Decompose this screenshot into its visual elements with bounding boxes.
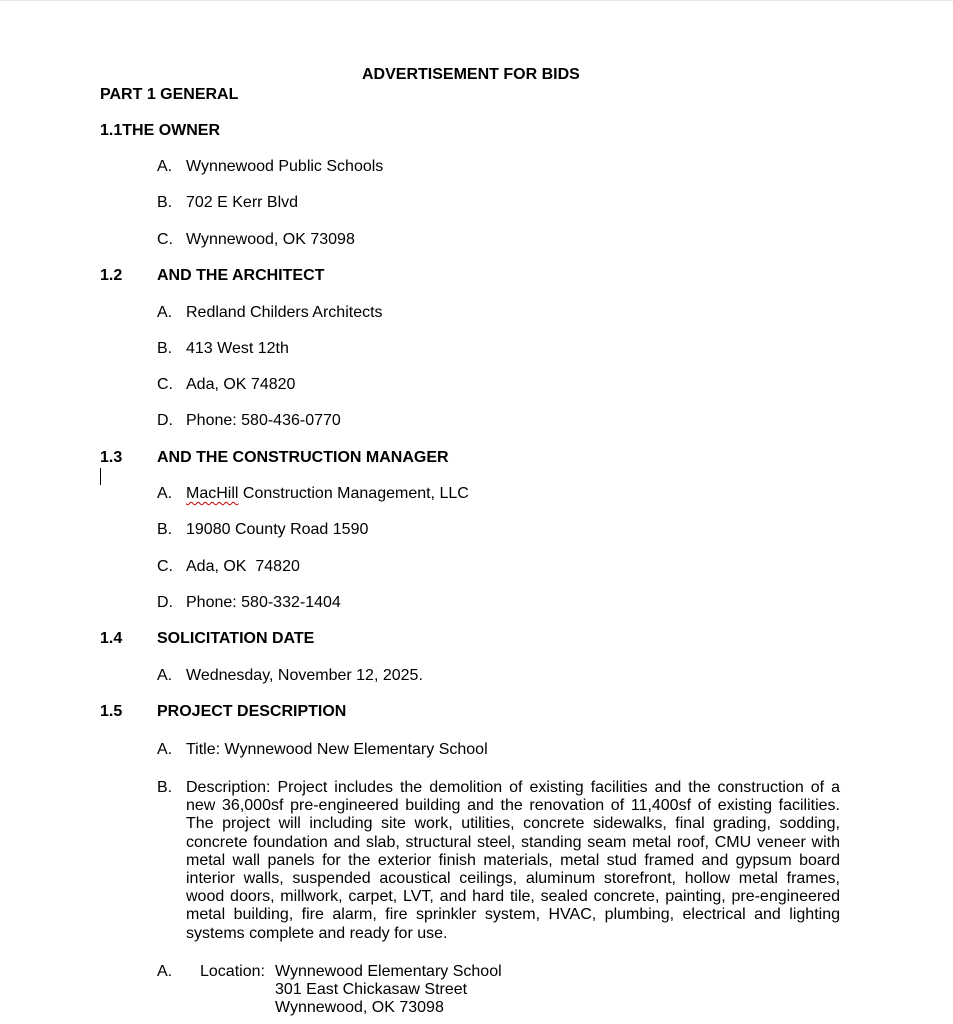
project-item-letter: B. <box>157 779 173 796</box>
section-date-number: 1.4 <box>100 630 123 647</box>
solicitation-date: Wednesday, November 12, 2025. <box>186 667 423 684</box>
section-architect-number: 1.2 <box>100 267 123 284</box>
location-address <box>275 963 502 1017</box>
location-label: Location: <box>200 963 265 980</box>
owner-item-letter: C. <box>157 231 173 248</box>
section-project-number: 1.5 <box>100 703 123 720</box>
architect-name: Redland Childers Architects <box>186 304 383 321</box>
cm-item-letter: A. <box>157 485 173 502</box>
owner-item-letter: A. <box>157 158 173 175</box>
cm-name <box>186 485 469 503</box>
date-item-letter: A. <box>157 667 173 684</box>
architect-city: Ada, OK 74820 <box>186 376 296 393</box>
architect-item-letter: A. <box>157 304 173 321</box>
section-owner-heading: 1.1THE OWNER <box>100 122 221 139</box>
owner-item-letter: B. <box>157 194 173 211</box>
location-line: 301 East Chickasaw Street <box>275 981 468 998</box>
architect-item-letter: C. <box>157 376 173 393</box>
document-title: ADVERTISEMENT FOR BIDS <box>362 66 580 83</box>
location-line: Wynnewood Elementary School <box>275 963 502 980</box>
text-cursor <box>100 468 101 485</box>
part-heading: PART 1 GENERAL <box>100 86 239 103</box>
architect-address: 413 West 12th <box>186 340 289 357</box>
location-line: Wynnewood, OK 73098 <box>275 999 444 1016</box>
cm-phone: Phone: 580-332-1404 <box>186 594 341 611</box>
section-date-title: SOLICITATION DATE <box>157 630 315 647</box>
architect-phone: Phone: 580-436-0770 <box>186 412 341 429</box>
project-item-letter: A. <box>157 741 173 758</box>
cm-name-rest: Construction Management, LLC <box>238 485 469 502</box>
owner-address: 702 E Kerr Blvd <box>186 194 299 211</box>
location-item-letter: A. <box>157 963 173 980</box>
spellcheck-word[interactable]: MacHill <box>186 485 239 502</box>
architect-item-letter: D. <box>157 412 173 429</box>
cm-item-letter: B. <box>157 521 173 538</box>
project-description-paragraph: Description: Project includes the demolition of existing facilities and the construction of a new 36,000sf pre-engineered building and the renovation of 11,400sf of existing facilities. The project will including site work, utilities, concrete sidewalks, final grading, sodding, concrete foundation and slab, structural steel, standing seam metal roof, CMU veneer with metal wall panels for the exterior finish materials, metal stud framed and gypsum board interior walls, suspended acoustical ceilings, aluminum storefront, hollow metal frames, wood doors, millwork, carpet, LVT, and hard tile, sealed concrete, painting, pre-engineered metal building, fire alarm, fire sprinkler system, HVAC, plumbing, electrical and lighting systems complete and ready for use. <box>186 779 840 942</box>
page-top-edge <box>0 0 953 1</box>
cm-item-letter: C. <box>157 558 173 575</box>
section-cm-title: AND THE CONSTRUCTION MANAGER <box>157 449 449 466</box>
cm-address: 19080 County Road 1590 <box>186 521 369 538</box>
section-architect-title: AND THE ARCHITECT <box>157 267 325 284</box>
section-project-title: PROJECT DESCRIPTION <box>157 703 347 720</box>
owner-city: Wynnewood, OK 73098 <box>186 231 355 248</box>
section-cm-number: 1.3 <box>100 449 123 466</box>
cm-city: Ada, OK 74820 <box>186 558 300 575</box>
architect-item-letter: B. <box>157 340 173 357</box>
owner-name: Wynnewood Public Schools <box>186 158 384 175</box>
cm-item-letter: D. <box>157 594 173 611</box>
project-title: Title: Wynnewood New Elementary School <box>186 741 488 758</box>
